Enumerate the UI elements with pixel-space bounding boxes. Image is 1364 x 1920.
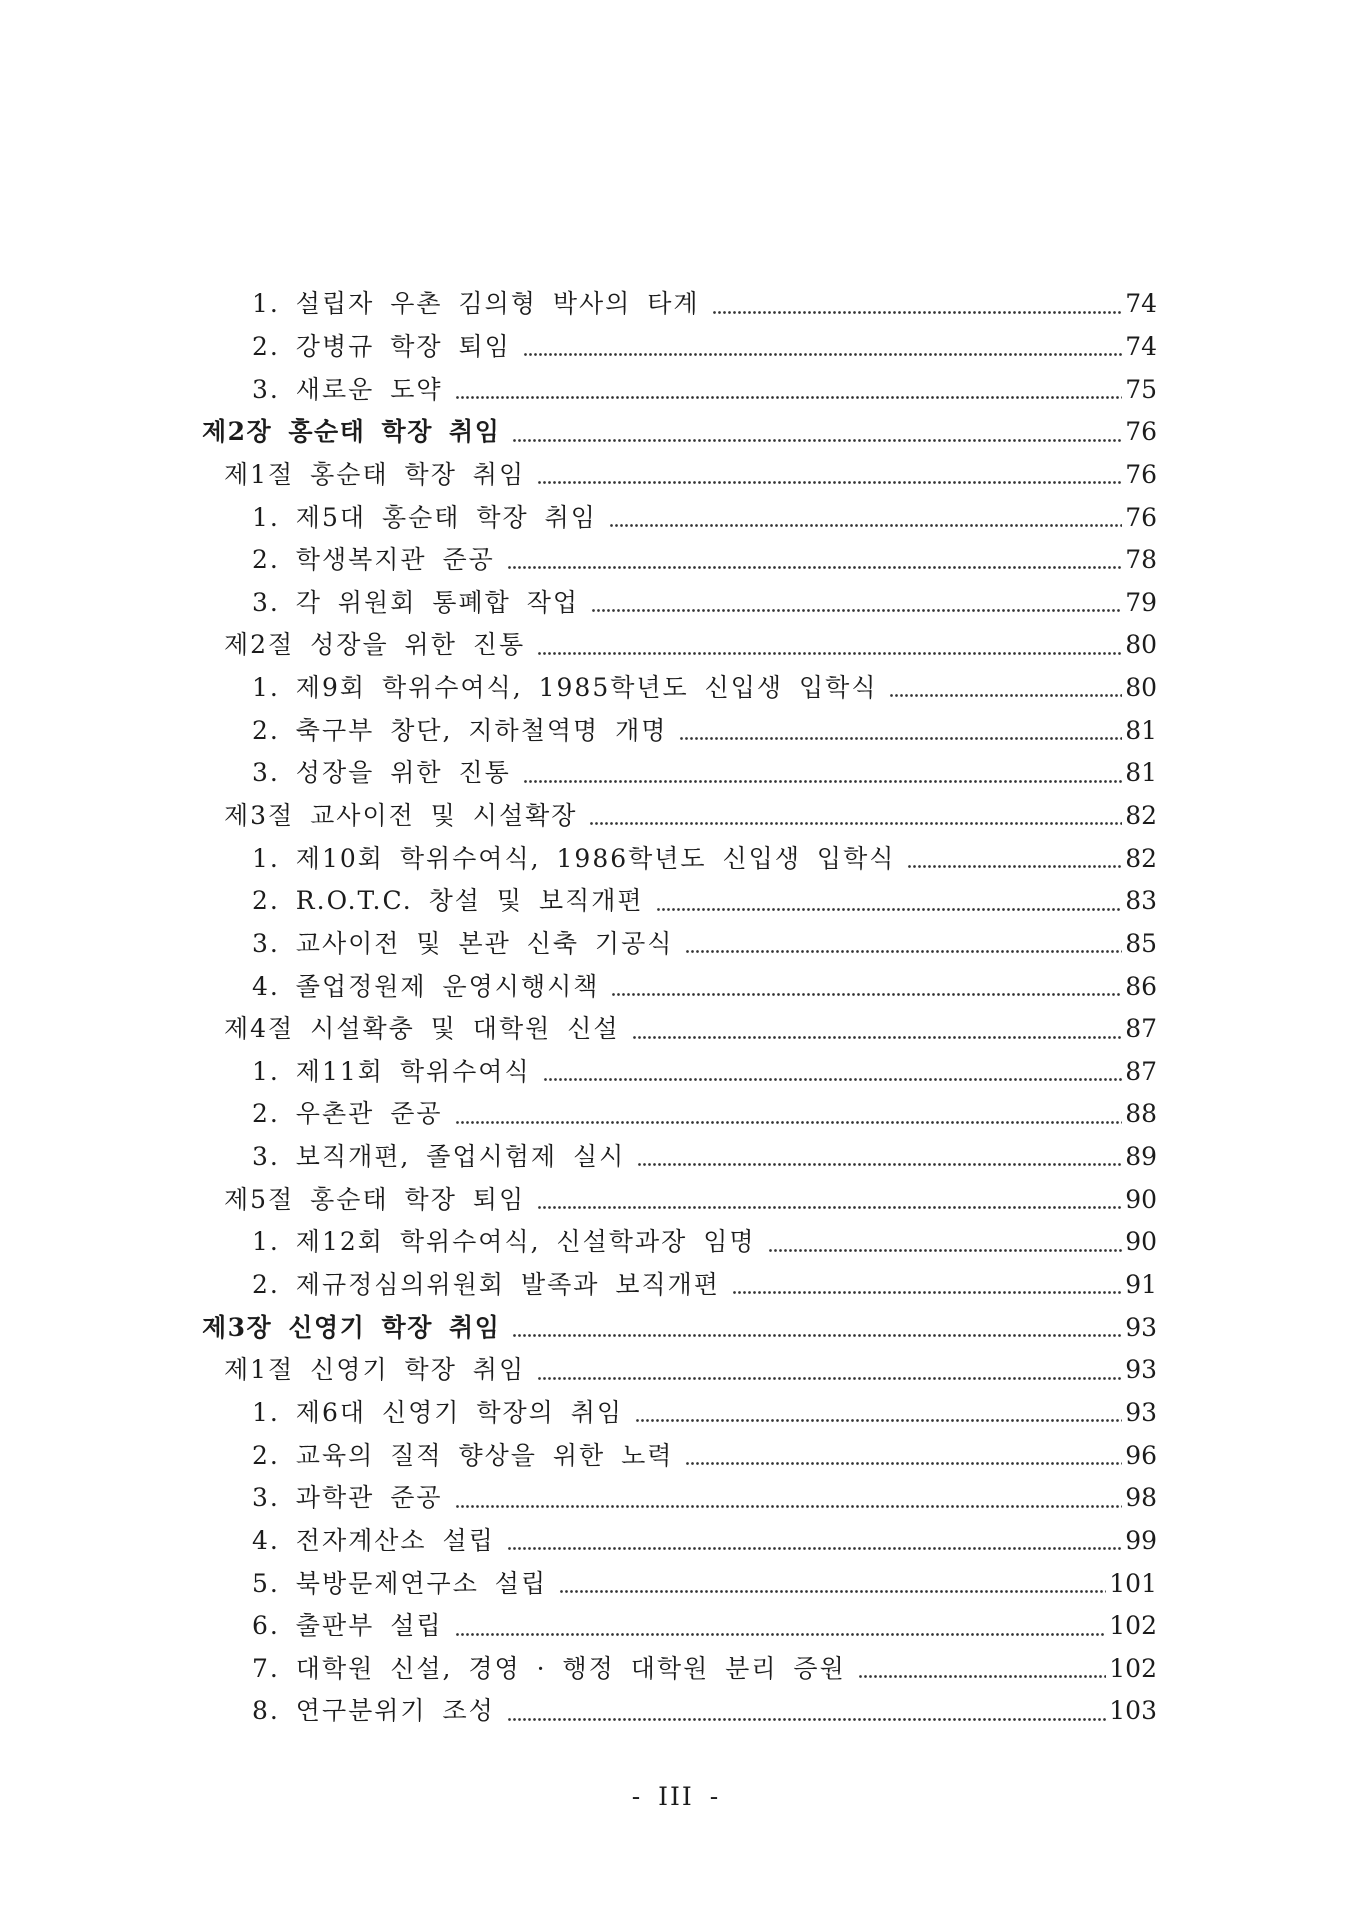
dot-leader	[559, 1562, 1106, 1605]
toc-item-title: 1. 제11회 학위수여식	[252, 1056, 531, 1086]
toc-chapter	[202, 411, 1157, 454]
toc-item-title: 1. 설립자 우촌 김의형 박사의 타계	[252, 289, 700, 319]
toc-item-page-number: 86	[1125, 971, 1157, 1001]
toc-item	[202, 1434, 1157, 1477]
toc-item-title: 2. 우촌관 준공	[252, 1099, 443, 1129]
toc-item-title: 1. 제6대 신영기 학장의 취임	[252, 1397, 624, 1427]
dot-leader	[679, 709, 1122, 752]
toc-item	[202, 368, 1157, 411]
toc-item-title: 1. 제9회 학위수여식, 1985학년도 신입생 입학식	[252, 673, 878, 703]
toc-item-title: 4. 전자계산소 설립	[252, 1525, 495, 1555]
toc-item	[202, 1562, 1157, 1605]
toc-item-page-number: 82	[1125, 843, 1157, 873]
toc-item-page-number: 102	[1109, 1653, 1157, 1683]
toc-item-page-number: 103	[1109, 1696, 1157, 1726]
dot-leader	[635, 1392, 1122, 1435]
dot-leader	[455, 368, 1123, 411]
toc-item	[202, 923, 1157, 966]
dot-leader	[537, 1178, 1122, 1221]
toc-item-page-number: 91	[1125, 1270, 1157, 1300]
toc-item	[202, 965, 1157, 1008]
toc-section-title: 제1절 신영기 학장 취임	[224, 1355, 526, 1385]
dot-leader	[537, 454, 1122, 497]
toc-item	[202, 326, 1157, 369]
toc-item-page-number: 90	[1125, 1227, 1157, 1257]
toc-item-title: 1. 제12회 학위수여식, 신설학과장 임명	[252, 1227, 756, 1257]
toc-section-page-number: 82	[1125, 801, 1157, 830]
toc-section	[202, 1008, 1157, 1051]
dot-leader	[455, 1093, 1123, 1136]
toc-item-page-number: 76	[1125, 502, 1157, 532]
toc-section	[202, 1349, 1157, 1392]
toc-section-title: 제5절 홍순태 학장 퇴임	[224, 1184, 526, 1214]
dot-leader	[685, 923, 1122, 966]
dot-leader	[591, 581, 1122, 624]
toc-item-page-number: 87	[1125, 1056, 1157, 1086]
toc-section-title: 제3절 교사이전 및 시설확장	[224, 801, 578, 830]
toc-chapter	[202, 1306, 1157, 1349]
toc-item	[202, 837, 1157, 880]
dot-leader	[512, 411, 1122, 454]
toc-section-page-number: 93	[1125, 1355, 1157, 1385]
toc-chapter-page-number: 76	[1125, 417, 1157, 447]
dot-leader	[656, 880, 1123, 923]
toc-item	[202, 1264, 1157, 1307]
toc-section	[202, 1178, 1157, 1221]
toc-section	[202, 624, 1157, 667]
toc-item-title: 3. 새로운 도약	[252, 374, 443, 404]
toc-item	[202, 667, 1157, 710]
dot-leader	[537, 1349, 1122, 1392]
toc-section-page-number: 76	[1125, 459, 1157, 489]
dot-leader	[632, 1008, 1123, 1051]
dot-leader	[507, 1520, 1122, 1563]
table-of-contents	[202, 283, 1157, 1733]
toc-item-title: 3. 각 위원회 통폐합 작업	[252, 587, 579, 617]
toc-item	[202, 581, 1157, 624]
toc-item-title: 2. 학생복지관 준공	[252, 545, 495, 575]
toc-item	[202, 539, 1157, 582]
toc-section	[202, 795, 1157, 838]
dot-leader	[589, 795, 1122, 838]
toc-item-title: 3. 보직개편, 졸업시험제 실시	[252, 1142, 626, 1172]
toc-item-page-number: 89	[1125, 1142, 1157, 1172]
dot-leader	[455, 1477, 1123, 1520]
dot-leader	[543, 1051, 1123, 1094]
toc-item-title: 1. 제5대 홍순태 학장 취임	[252, 502, 597, 532]
toc-item	[202, 1051, 1157, 1094]
toc-item-title: 3. 성장을 위한 진통	[252, 758, 511, 788]
page-number-footer: - III -	[631, 1782, 721, 1811]
dot-leader	[858, 1648, 1107, 1691]
toc-item-title: 7. 대학원 신설, 경영 · 행정 대학원 분리 증원	[252, 1653, 846, 1683]
toc-item-page-number: 80	[1125, 673, 1157, 703]
toc-item-page-number: 88	[1125, 1099, 1157, 1129]
toc-item-page-number: 75	[1125, 374, 1157, 404]
toc-chapter-title: 제3장 신영기 학장 취임	[202, 1312, 501, 1342]
dot-leader	[523, 752, 1122, 795]
toc-item-page-number: 85	[1125, 928, 1157, 958]
toc-item-title: 6. 출판부 설립	[252, 1611, 443, 1641]
toc-item-page-number: 101	[1109, 1568, 1157, 1598]
toc-item	[202, 1477, 1157, 1520]
toc-section-page-number: 90	[1125, 1184, 1157, 1214]
dot-leader	[768, 1221, 1123, 1264]
toc-item-page-number: 99	[1125, 1525, 1157, 1555]
toc-item	[202, 496, 1157, 539]
toc-item	[202, 283, 1157, 326]
toc-section-title: 제1절 홍순태 학장 취임	[224, 459, 526, 489]
dot-leader	[637, 1136, 1122, 1179]
toc-section	[202, 454, 1157, 497]
toc-item	[202, 1520, 1157, 1563]
toc-chapter-page-number: 93	[1125, 1312, 1157, 1342]
toc-item	[202, 752, 1157, 795]
toc-section-page-number: 80	[1125, 630, 1157, 660]
toc-item-page-number: 78	[1125, 545, 1157, 575]
toc-section-page-number: 87	[1125, 1014, 1157, 1044]
toc-chapter-title: 제2장 홍순태 학장 취임	[202, 417, 501, 447]
dot-leader	[732, 1264, 1122, 1307]
toc-item-title: 2. 교육의 질적 향상을 위한 노력	[252, 1440, 674, 1470]
dot-leader	[889, 667, 1122, 710]
toc-item-page-number: 74	[1125, 289, 1157, 319]
toc-item	[202, 709, 1157, 752]
toc-item-title: 2. R.O.T.C. 창설 및 보직개편	[252, 886, 644, 916]
toc-item-page-number: 93	[1125, 1397, 1157, 1427]
toc-item-title: 3. 교사이전 및 본관 신축 기공식	[252, 928, 674, 958]
toc-item-page-number: 81	[1125, 715, 1157, 745]
dot-leader	[507, 539, 1122, 582]
dot-leader	[611, 965, 1122, 1008]
toc-item	[202, 1392, 1157, 1435]
toc-item	[202, 1690, 1157, 1733]
toc-item	[202, 1605, 1157, 1648]
toc-item-page-number: 96	[1125, 1440, 1157, 1470]
toc-item-title: 4. 졸업정원제 운영시행시책	[252, 971, 600, 1001]
toc-item-title: 3. 과학관 준공	[252, 1483, 443, 1513]
toc-item-title: 5. 북방문제연구소 설립	[252, 1568, 548, 1598]
dot-leader	[712, 283, 1123, 326]
toc-item-page-number: 79	[1125, 587, 1157, 617]
toc-item-title: 8. 연구분위기 조성	[252, 1696, 495, 1726]
toc-item-page-number: 74	[1125, 331, 1157, 361]
dot-leader	[537, 624, 1122, 667]
toc-item-page-number: 102	[1109, 1611, 1157, 1641]
dot-leader	[609, 496, 1122, 539]
toc-section-title: 제4절 시설확충 및 대학원 신설	[224, 1014, 620, 1044]
toc-item-title: 1. 제10회 학위수여식, 1986학년도 신입생 입학식	[252, 843, 896, 873]
toc-item	[202, 1093, 1157, 1136]
dot-leader	[523, 326, 1122, 369]
dot-leader	[907, 837, 1122, 880]
toc-item	[202, 1221, 1157, 1264]
toc-item	[202, 1648, 1157, 1691]
toc-item	[202, 880, 1157, 923]
toc-item-page-number: 98	[1125, 1483, 1157, 1513]
dot-leader	[512, 1306, 1122, 1349]
dot-leader	[455, 1605, 1107, 1648]
toc-item-page-number: 81	[1125, 758, 1157, 788]
dot-leader	[507, 1690, 1106, 1733]
toc-item-title: 2. 제규정심의위원회 발족과 보직개편	[252, 1270, 720, 1300]
toc-item	[202, 1136, 1157, 1179]
toc-item-title: 2. 축구부 창단, 지하철역명 개명	[252, 715, 668, 745]
toc-section-title: 제2절 성장을 위한 진통	[224, 630, 526, 660]
toc-item-page-number: 83	[1125, 886, 1157, 916]
dot-leader	[685, 1434, 1122, 1477]
toc-item-title: 2. 강병규 학장 퇴임	[252, 331, 511, 361]
